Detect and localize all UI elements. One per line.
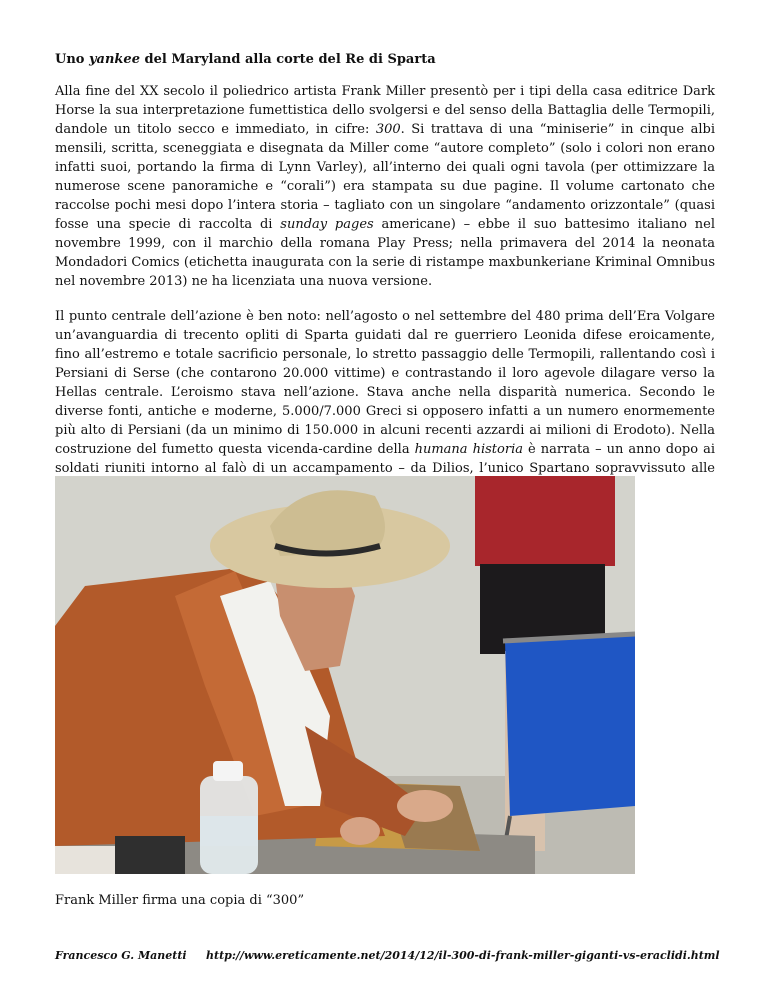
p1-text-3: americane) – ebbe il suo battesimo italiano nel novembre 1999, con il marchio della romana Play Press; nella primavera del 2014 la neonata Mondadori Comics (etichetta inaugurata con la serie di ristampe maxbunkeriane Kriminal Omnibus nel novembre 2013) ne ha licenziata una nuova versione.	[55, 217, 715, 289]
heading-text-1: Uno	[55, 52, 89, 67]
footer-url-link[interactable]: http://www.ereticamente.net/2014/12/il-300-di-frank-miller-giganti-vs-eraclidi.html	[206, 949, 720, 962]
article-heading	[55, 50, 715, 70]
paragraph-2	[55, 307, 715, 497]
p2-italic-1: humana historia	[414, 442, 523, 457]
p1-text-1: Alla fine del XX secolo il poliedrico artista Frank Miller presentò per i tipi della casa editrice Dark Horse la sua interpretazione fumettistica dello svolgersi e del senso della Battaglia delle Termopili, dandole un titolo secco e immediato, in cifre:	[55, 84, 715, 137]
p2-text-1: Il punto centrale dell’azione è ben noto: nell’agosto o nel settembre del 480 prima dell’Era Volgare un’avanguardia di trecento opliti di Sparta guidati dal re guerriero Leonida difese eroicamente, fino all’estremo e totale sacrificio personale, lo stretto passaggio delle Termopili, rallentando così i Persiani di Serse (che contarono 20.000 vittime) e contrastando il loro agevole dilagare verso la Hellas centrale. L’eroismo stava nell’azione. Stava anche nella disparità numerica. Secondo le diverse fonti, antiche e moderne, 5.000/7.000 Greci si opposero infatti a un numero enormemente più alto di Persiani (da un minimo di 150.000 in alcuni recenti azzardi ai milioni di Erodoto). Nella costruzione del fumetto questa vicenda-cardine della	[55, 309, 715, 457]
p1-italic-2: sunday pages	[280, 217, 374, 232]
heading-text-2: del Maryland alla corte del Re di Sparta	[139, 52, 436, 67]
footer-author: Francesco G. Manetti	[55, 949, 187, 962]
paragraph-1	[55, 82, 715, 291]
heading-italic: yankee	[89, 52, 140, 67]
photo-frank-miller-signing	[55, 476, 635, 874]
p1-italic-1: 300	[375, 122, 401, 137]
photo-caption: Frank Miller firma una copia di “300”	[55, 893, 305, 908]
p2-text-2: è narrata – un anno dopo ai soldati riuniti intorno al falò di un accampamento – da Dilios, l’unico Spartano sopravvissuto alle	[55, 442, 716, 476]
article-body	[55, 50, 715, 513]
p1-text-2: . Si trattava di una “miniserie” in cinque albi mensili, scritta, sceneggiata e disegnata da Miller come “autore completo” (solo i colori non erano infatti suoi, portando la firma di Lynn Varley), all’interno dei quali ogni tavola (per ottimizzare la numerose scene panoramiche e “corali”) era stampata su due pagine. Il volume cartonato che raccolse pochi mesi dopo l’intera storia – tagliato con un singolare “andamento orizzontale” (quasi fosse una specie di raccolta di	[55, 122, 715, 232]
